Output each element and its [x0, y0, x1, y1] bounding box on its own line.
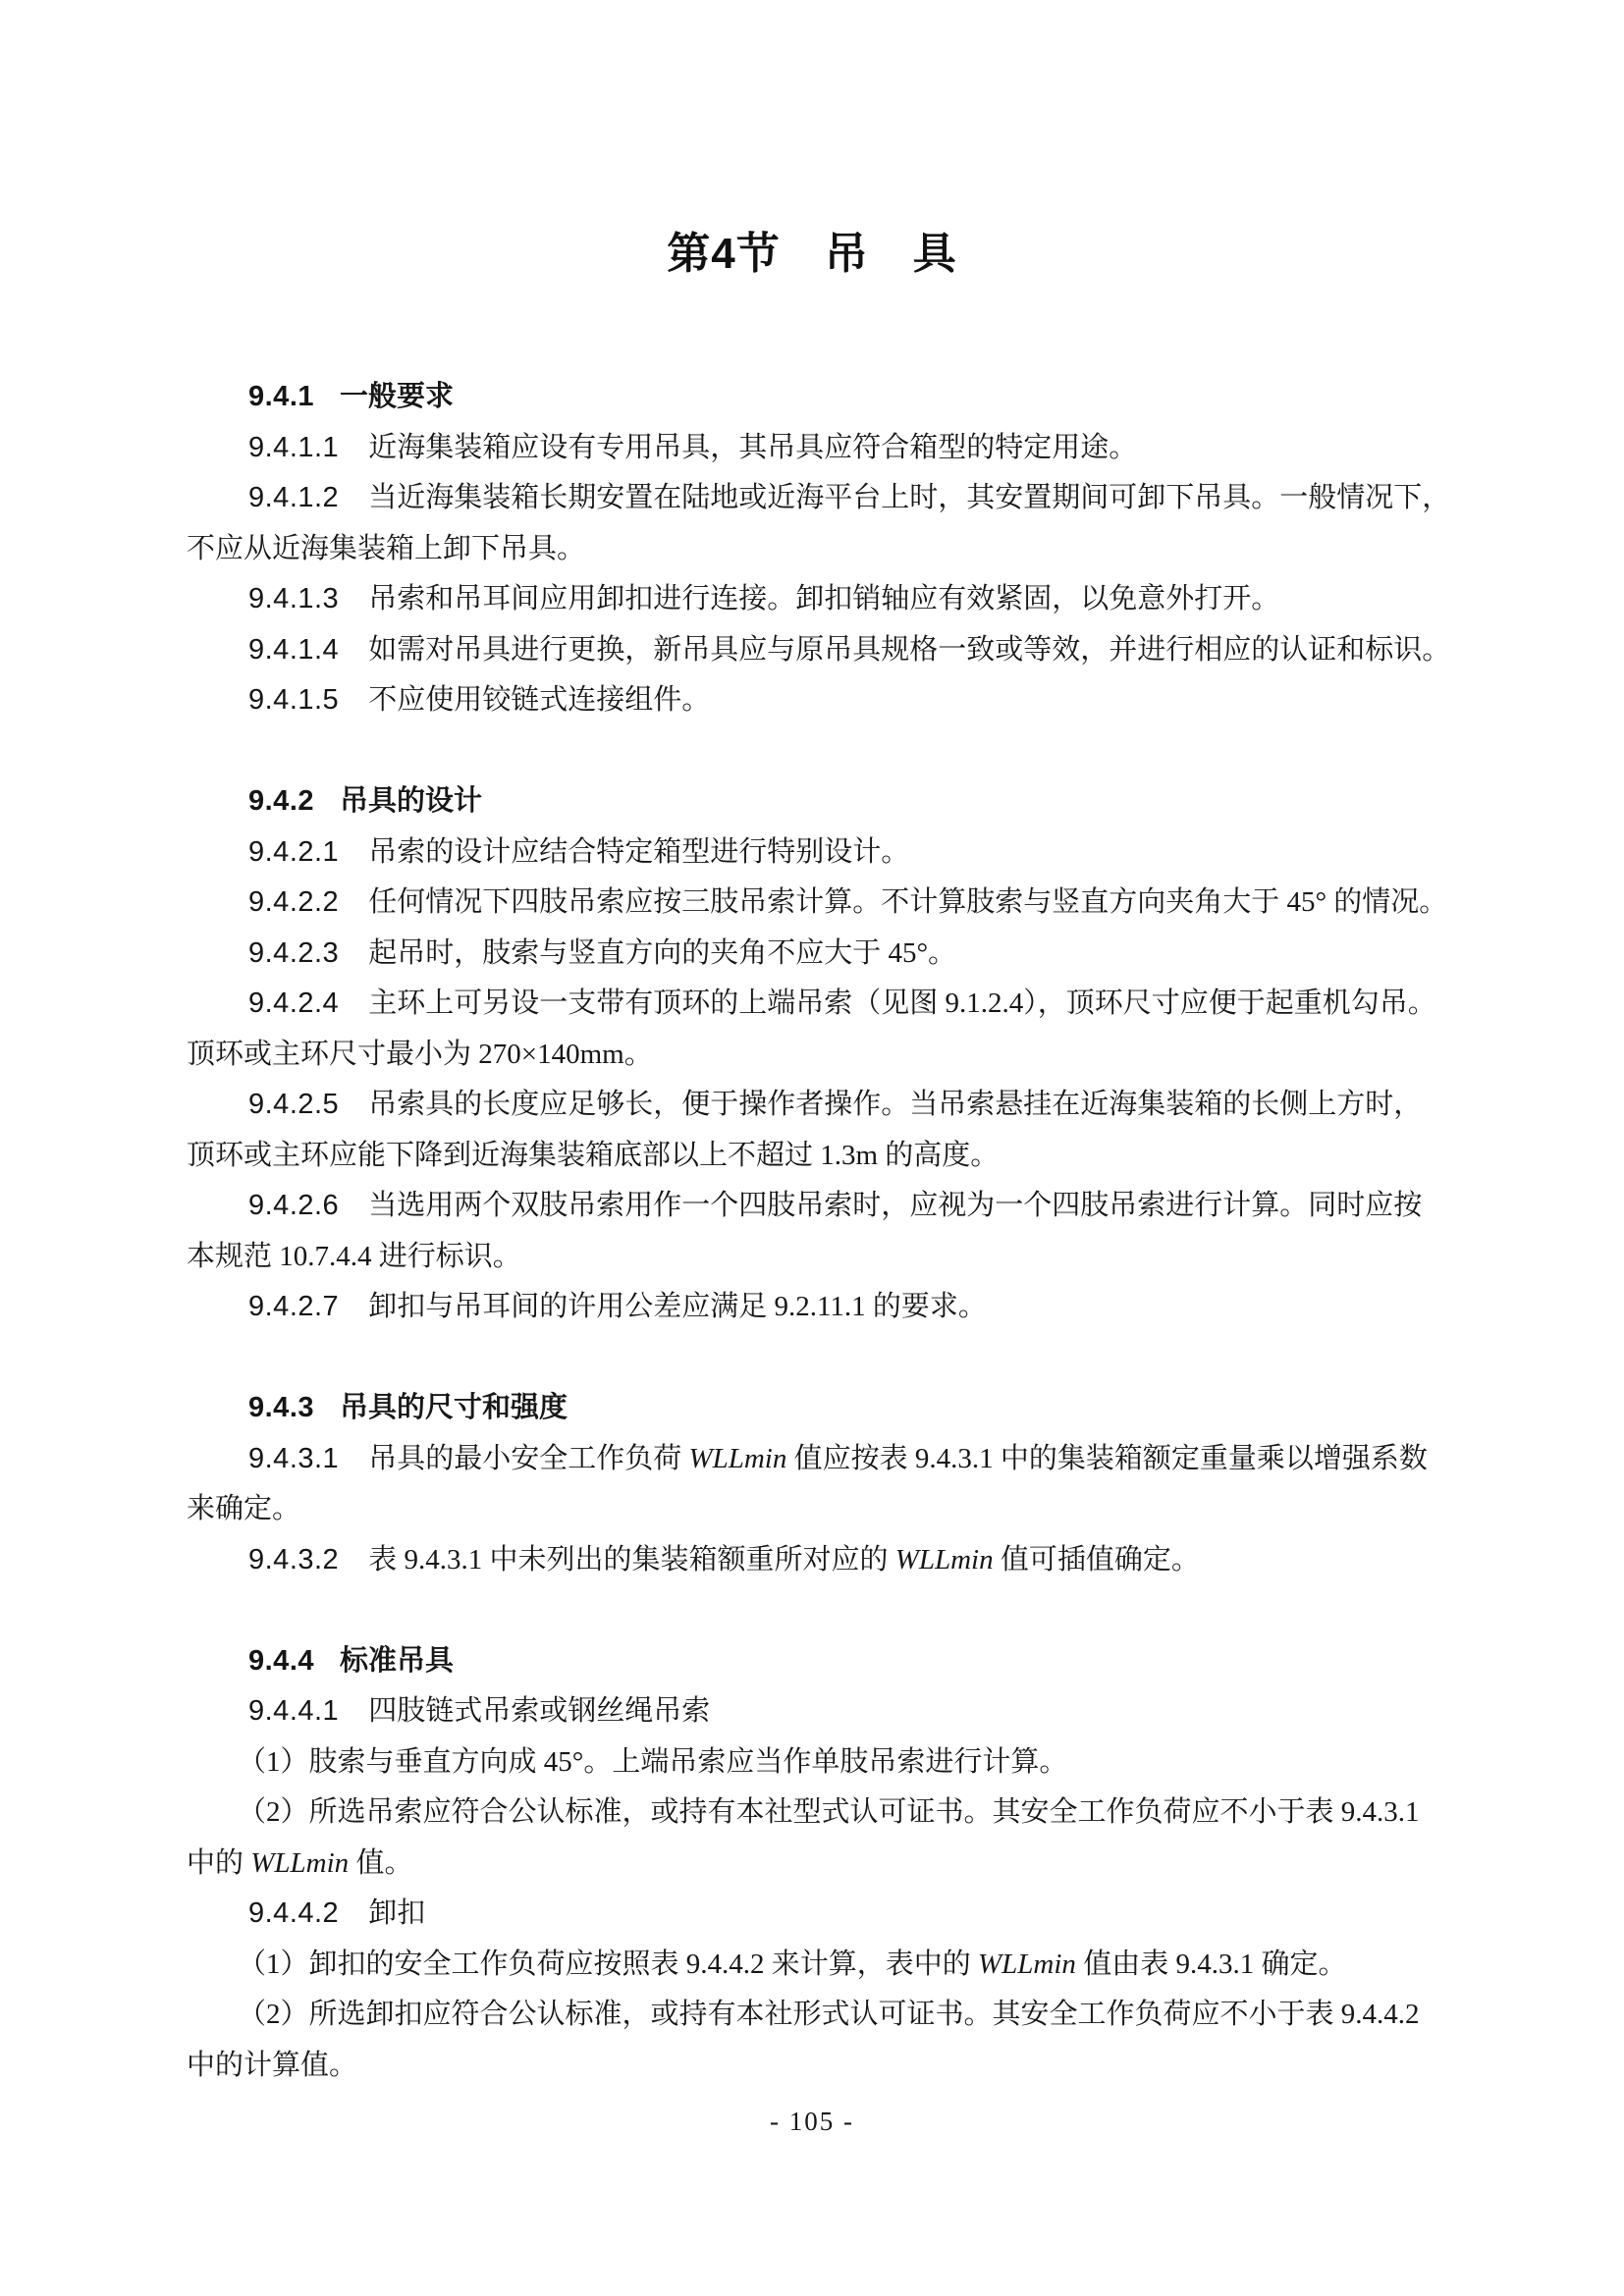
item-number: 9.4.1.1: [248, 431, 340, 463]
line-text: （1）肢索与垂直方向成 45°。上端吊索应当作单肢吊索进行计算。: [238, 1745, 1068, 1778]
section-items: [187, 423, 1451, 726]
line-text: 起吊时，肢索与竖直方向的夹角不应大于 45°。: [368, 936, 957, 969]
line-text: 本规范 10.7.4.4 进行标识。: [187, 1240, 521, 1272]
line-text: 吊具的最小安全工作负荷 WLLmin 值应按表 9.4.3.1 中的集装箱额定重量乘以增强系数: [368, 1442, 1428, 1474]
text-line: [187, 1232, 1443, 1283]
line-text: 卸扣: [368, 1897, 426, 1929]
paragraph: [187, 473, 1451, 574]
section-heading-text: 吊具的尺寸和强度: [340, 1392, 568, 1423]
item-number: 9.4.1.3: [248, 583, 340, 614]
text-line: [187, 1030, 1443, 1081]
text-line: [187, 1181, 1443, 1232]
wllmin-term: WLLmin: [688, 1442, 787, 1474]
paragraph: [187, 574, 1443, 625]
paragraph: [187, 1737, 1443, 1789]
line-text: 当近海集装箱长期安置在陆地或近海平台上时，其安置期间可卸下吊具。一般情况下，: [368, 482, 1451, 513]
item-number: 9.4.3.1: [248, 1442, 340, 1474]
line-text: 如需对吊具进行更换，新吊具应与原吊具规格一致或等效，并进行相应的认证和标识。: [368, 633, 1451, 666]
text-line: [187, 473, 1451, 524]
text-line: [187, 979, 1443, 1030]
line-text: 顶环或主环应能下降到近海集装箱底部以上不超过 1.3m 的高度。: [187, 1139, 1000, 1171]
section: [187, 1636, 1443, 2092]
section-items: [187, 1434, 1443, 1586]
text-line: [187, 2041, 1443, 2092]
paragraph: [187, 1686, 1443, 1737]
paragraph: [187, 878, 1448, 929]
paragraph: [187, 1282, 1443, 1333]
item-number: 9.4.1.2: [248, 482, 340, 513]
line-text: （2）所选卸扣应符合公认标准，或持有本社形式认可证书。其安全工作负荷应不小于表 9.4.4.2: [238, 1999, 1420, 2030]
section: [187, 372, 1451, 726]
item-number: 9.4.1.5: [248, 684, 340, 716]
line-text: 吊索和吊耳间应用卸扣进行连接。卸扣销轴应有效紧固，以免意外打开。: [368, 583, 1280, 614]
paragraph: [187, 1434, 1443, 1535]
line-text: 中的 WLLmin 值。: [187, 1846, 413, 1879]
item-number: 9.4.3.2: [248, 1543, 340, 1575]
paragraph: [187, 1181, 1443, 1282]
item-number: 9.4.2.1: [248, 835, 340, 868]
line-text: 中的计算值。: [187, 2049, 358, 2081]
text-line: [187, 1839, 1443, 1890]
item-number: 9.4.4.2: [248, 1897, 340, 1929]
page-title: 第4节 吊 具: [667, 230, 957, 278]
text-line: [187, 423, 1443, 474]
paragraph: [187, 1889, 1443, 1940]
paragraph: [187, 675, 1443, 726]
item-number: 9.4.2.2: [248, 886, 340, 918]
page-number: - 105 -: [770, 2107, 854, 2136]
item-number: 9.4.2.5: [248, 1089, 340, 1120]
text-line: [187, 1990, 1443, 2041]
text-line: [187, 675, 1443, 726]
item-number: 9.4.2.6: [248, 1190, 340, 1221]
text-line: [187, 1686, 1443, 1737]
wllmin-term: WLLmin: [250, 1846, 350, 1879]
section-heading-text: 一般要求: [340, 381, 455, 412]
wllmin-term: WLLmin: [978, 1948, 1076, 1980]
line-text: 卸扣与吊耳间的许用公差应满足 9.2.11.1 的要求。: [368, 1291, 987, 1322]
text-line: [187, 1535, 1443, 1586]
item-number: 9.4.2.4: [248, 988, 340, 1019]
text-line: [187, 929, 1443, 980]
item-number: 9.4.2.3: [248, 936, 340, 969]
line-text: 主环上可另设一支带有顶环的上端吊索（见图 9.1.2.4），顶环尺寸应便于起重机勾吊。: [368, 988, 1436, 1019]
paragraph: [187, 929, 1443, 980]
paragraph: [187, 1940, 1443, 1991]
text-line: [187, 1434, 1443, 1485]
text-line: [187, 1131, 1443, 1182]
line-text: 顶环或主环尺寸最小为 270×140mm。: [187, 1038, 653, 1070]
wllmin-term: WLLmin: [894, 1543, 994, 1575]
line-text: 四肢链式吊索或钢丝绳吊索: [368, 1695, 711, 1727]
section-number: 9.4.2: [248, 785, 314, 817]
item-number: 9.4.1.4: [248, 633, 340, 666]
section-heading: [187, 372, 1443, 423]
section-items: [187, 828, 1448, 1333]
line-text: 不应从近海集装箱上卸下吊具。: [187, 532, 586, 564]
text-line: [187, 574, 1443, 625]
section: [187, 776, 1448, 1333]
line-text: 不应使用铰链式连接组件。: [368, 684, 711, 716]
line-text: （1）卸扣的安全工作负荷应按照表 9.4.4.2 来计算，表中的 WLLmin 值由表 9.4.3.1 确定。: [238, 1948, 1347, 1980]
paragraph: [187, 979, 1443, 1080]
paragraph: [187, 1080, 1443, 1181]
text-line: [187, 1940, 1443, 1991]
line-text: 吊索具的长度应足够长，便于操作者操作。当吊索悬挂在近海集装箱的长侧上方时，: [368, 1089, 1423, 1120]
paragraph: [187, 828, 1443, 879]
section-number: 9.4.1: [248, 381, 314, 412]
line-text: 表 9.4.3.1 中未列出的集装箱额重所对应的 WLLmin 值可插值确定。: [368, 1543, 1200, 1575]
paragraph: [187, 625, 1451, 676]
line-text: 来确定。: [187, 1493, 301, 1524]
text-line: [187, 524, 1443, 575]
text-line: [187, 1282, 1443, 1333]
section-heading: [187, 1636, 1443, 1687]
paragraph: [187, 1788, 1443, 1889]
line-text: 吊索的设计应结合特定箱型进行特别设计。: [368, 835, 910, 868]
text-line: [187, 1788, 1443, 1839]
section: [187, 1383, 1443, 1585]
paragraph: [187, 1535, 1443, 1586]
line-text: 任何情况下四肢吊索应按三肢吊索计算。不计算肢索与竖直方向夹角大于 45° 的情况。: [368, 886, 1448, 918]
item-number: 9.4.4.1: [248, 1695, 340, 1727]
paragraph: [187, 1990, 1443, 2091]
item-number: 9.4.2.7: [248, 1291, 340, 1322]
document-body: [187, 372, 1451, 2091]
section-items: [187, 1686, 1443, 2091]
line-text: 当选用两个双肢吊索用作一个四肢吊索时，应视为一个四肢吊索进行计算。同时应按: [368, 1190, 1423, 1221]
section-number: 9.4.3: [248, 1392, 314, 1423]
text-line: [187, 1484, 1443, 1535]
paragraph: [187, 423, 1443, 474]
section-heading: [187, 776, 1443, 828]
text-line: [187, 1080, 1443, 1131]
line-text: 近海集装箱应设有专用吊具，其吊具应符合箱型的特定用途。: [368, 431, 1138, 463]
text-line: [187, 828, 1443, 879]
text-line: [187, 625, 1451, 676]
section-heading-text: 标准吊具: [340, 1644, 455, 1677]
text-line: [187, 1737, 1443, 1789]
text-line: [187, 878, 1448, 929]
section-number: 9.4.4: [248, 1644, 314, 1677]
line-text: （2）所选吊索应符合公认标准，或持有本社型式认可证书。其安全工作负荷应不小于表 9.4.3.1: [238, 1796, 1420, 1828]
section-heading: [187, 1383, 1443, 1434]
text-line: [187, 1889, 1443, 1940]
section-heading-text: 吊具的设计: [340, 785, 483, 817]
